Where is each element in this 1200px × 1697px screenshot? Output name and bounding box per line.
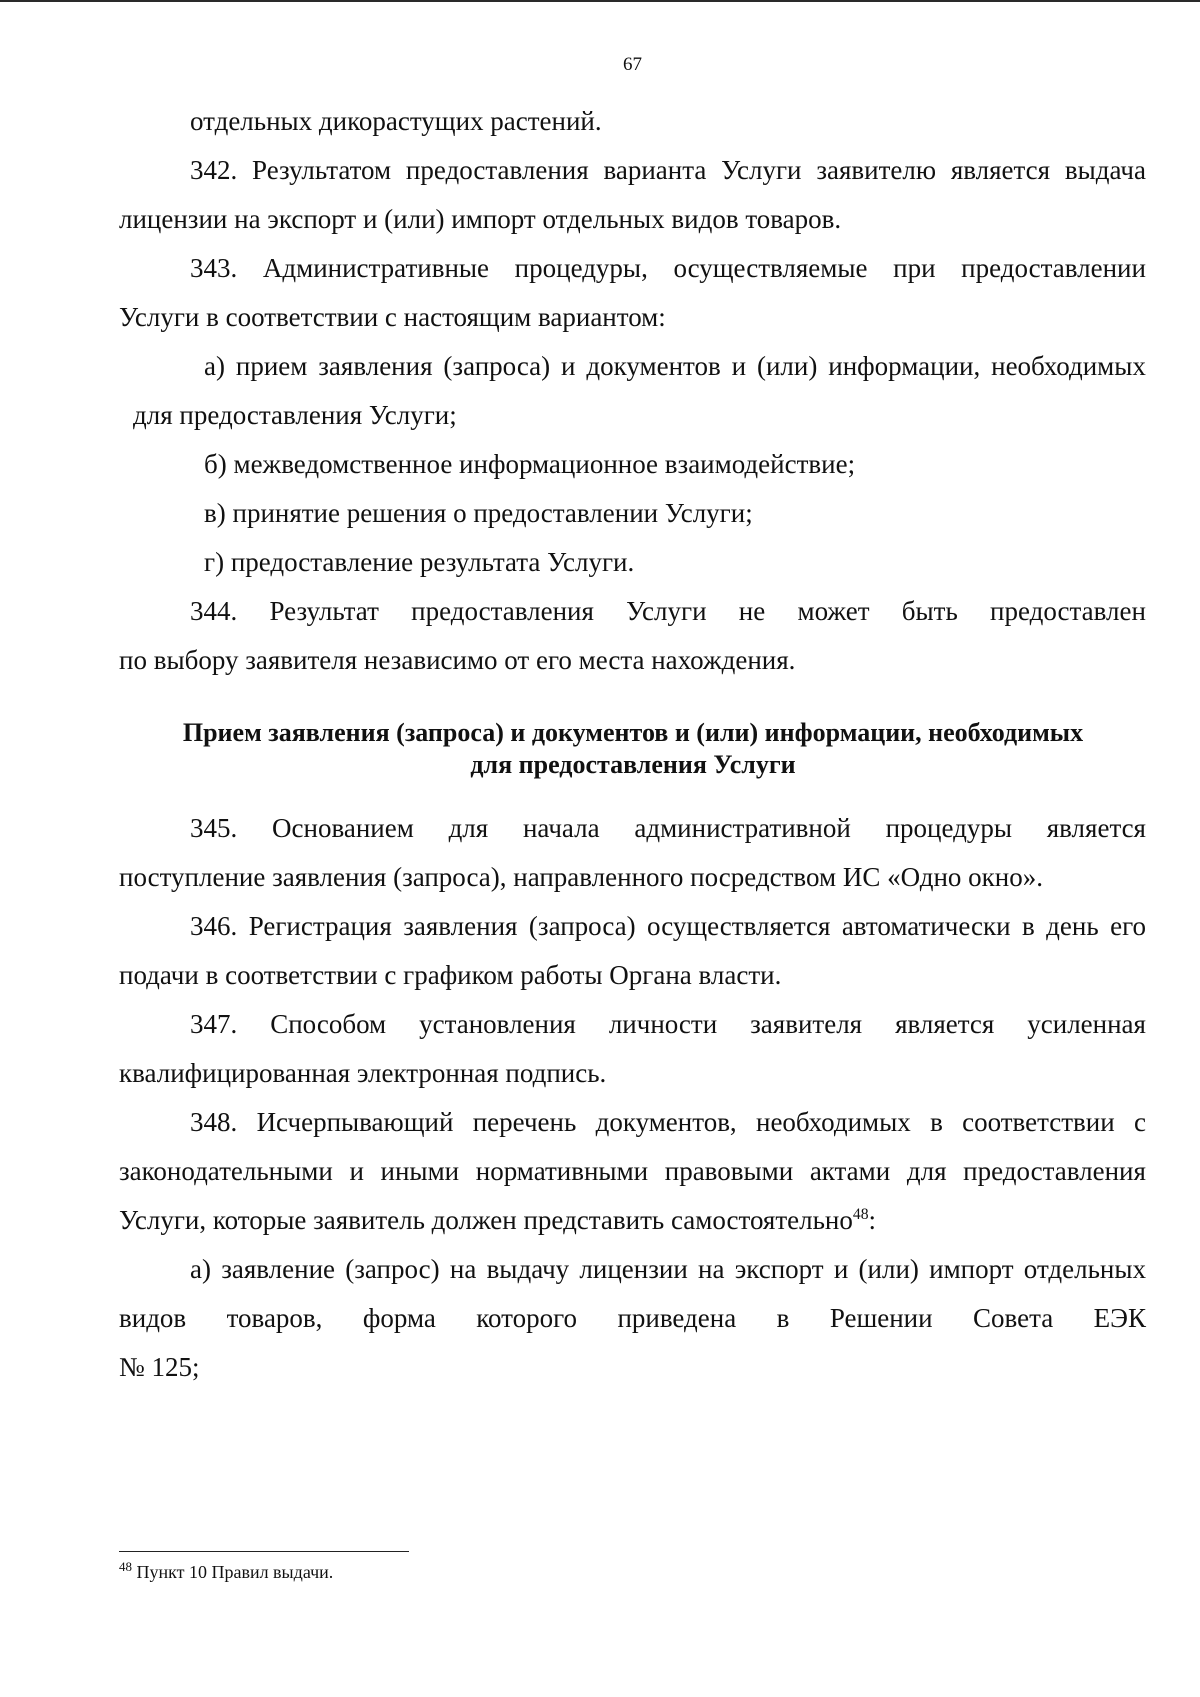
word: импорт (929, 1254, 1014, 1284)
word: заявление (221, 1254, 336, 1284)
text-line: б) межведомственное информационное взаимодействие; (204, 449, 856, 479)
footnote-reference: 48 (852, 1206, 869, 1223)
text-line (190, 595, 1146, 627)
word: ЕЭК (1093, 1303, 1146, 1333)
page-top-edge (0, 0, 1200, 2)
paragraph-number: 345. (190, 813, 238, 843)
word: автоматически (841, 911, 1011, 941)
text-fragment: Услуги, которые заявитель должен представить самостоятельно (119, 1205, 853, 1235)
text-line (119, 1204, 876, 1236)
text-line: для предоставления Услуги; (133, 400, 457, 430)
text-line: отдельных дикорастущих растений. (190, 106, 602, 136)
word: процедуры (885, 813, 1012, 843)
text-line: в) принятие решения о предоставлении Услуги; (204, 498, 753, 528)
word: информации, (828, 351, 981, 381)
text-line (190, 910, 1146, 942)
footnote-separator (119, 1551, 409, 1552)
word: является (1046, 813, 1146, 843)
word: и (561, 351, 576, 381)
footnote-text: Пункт 10 Правил выдачи. (131, 1562, 334, 1582)
word: отдельных (1023, 1254, 1146, 1284)
word: Решении (829, 1303, 933, 1333)
word: Регистрация (248, 911, 392, 941)
word: предоставлении (961, 253, 1146, 283)
word: товаров, (226, 1303, 323, 1333)
word: административной (634, 813, 851, 843)
word: а) (204, 351, 225, 381)
word: Результатом (252, 155, 392, 185)
word: заявителю (816, 155, 937, 185)
word: законодательными (119, 1156, 333, 1186)
word: осуществляемые (673, 253, 868, 283)
word: документов, (595, 1107, 737, 1137)
word: правовыми (664, 1156, 794, 1186)
word: предоставления (411, 596, 594, 626)
text-line (190, 154, 1146, 186)
word: установления (419, 1009, 576, 1039)
word: соответствии (962, 1107, 1115, 1137)
word: предоставлен (990, 596, 1146, 626)
word: с (1134, 1107, 1146, 1137)
word: (или) (756, 351, 818, 381)
word: является (950, 155, 1051, 185)
word: а) (190, 1254, 211, 1284)
section-heading-line: для предоставления Услуги (470, 750, 796, 779)
text-fragment: : (868, 1205, 877, 1235)
word: приведена (617, 1303, 737, 1333)
word: перечень (472, 1107, 577, 1137)
word: Услуги (626, 596, 707, 626)
word: выдача (1064, 155, 1146, 185)
word: видов (119, 1303, 187, 1333)
word: заявления (403, 911, 518, 941)
word: Основанием (272, 813, 414, 843)
word: экспорт (734, 1254, 824, 1284)
text-line: подачи в соответствии с графиком работы Органа власти. (119, 960, 782, 990)
word: документов (586, 351, 721, 381)
text-line: г) предоставление результата Услуги. (204, 547, 635, 577)
text-line (119, 1302, 1146, 1334)
word: лицензии (579, 1254, 688, 1284)
word: Совета (973, 1303, 1054, 1333)
text-line (119, 1155, 1146, 1187)
word: в (1021, 911, 1035, 941)
word: в (776, 1303, 790, 1333)
word: и (731, 351, 747, 381)
word: необходимых (991, 351, 1146, 381)
word: варианта (603, 155, 707, 185)
word: процедуры, (514, 253, 648, 283)
word: заявителя (750, 1009, 863, 1039)
text-line: квалифицированная электронная подпись. (119, 1058, 607, 1088)
text-line (190, 1008, 1146, 1040)
word: личности (608, 1009, 718, 1039)
paragraph-number: 348. (190, 1107, 238, 1137)
word: для (448, 813, 489, 843)
section-heading-line: Прием заявления (запроса) и документов и (или) информации, необходимых (182, 718, 1084, 747)
word: Способом (270, 1009, 387, 1039)
word: (запроса) (528, 911, 636, 941)
paragraph-number: 344. (190, 596, 238, 626)
text-line: лицензии на экспорт и (или) импорт отдельных видов товаров. (119, 204, 842, 234)
paragraph-number: 342. (190, 155, 238, 185)
word: на (449, 1254, 477, 1284)
section-heading (120, 717, 1146, 781)
word: Исчерпывающий (256, 1107, 454, 1137)
footnote (119, 1560, 333, 1584)
word: при (893, 253, 936, 283)
text-line: поступление заявления (запроса), направленного посредством ИС «Одно окно». (119, 862, 1043, 892)
text-line (190, 812, 1146, 844)
paragraph-number: 343. (190, 253, 238, 283)
text-line (204, 350, 1146, 382)
word: его (1110, 911, 1146, 941)
word: для (906, 1156, 947, 1186)
word: прием (235, 351, 308, 381)
word: (или) (858, 1254, 919, 1284)
word: (запроса) (443, 351, 551, 381)
word: заявления (318, 351, 433, 381)
word: осуществляется (647, 911, 831, 941)
word: является (895, 1009, 995, 1039)
word: Административные (262, 253, 490, 283)
word: необходимых (756, 1107, 911, 1137)
word: Услуги (721, 155, 802, 185)
word: и (349, 1156, 364, 1186)
text-line (190, 1106, 1146, 1138)
text-line (190, 1253, 1146, 1285)
word: форма (362, 1303, 436, 1333)
text-line: № 125; (119, 1352, 200, 1382)
word: иными (380, 1156, 460, 1186)
word: день (1046, 911, 1099, 941)
word: предоставления (963, 1156, 1146, 1186)
word: начала (522, 813, 600, 843)
word: на (698, 1254, 725, 1284)
word: (запрос) (345, 1254, 440, 1284)
paragraph-number: 347. (190, 1009, 238, 1039)
page-number: 67 (623, 54, 642, 75)
word: нормативными (475, 1156, 649, 1186)
text-line: Услуги в соответствии с настоящим вариантом: (119, 302, 666, 332)
word: усиленная (1027, 1009, 1146, 1039)
word: актами (809, 1156, 891, 1186)
word: быть (901, 596, 958, 626)
text-line (190, 252, 1146, 284)
word: предоставления (405, 155, 589, 185)
word: может (797, 596, 870, 626)
paragraph-number: 346. (190, 911, 238, 941)
footnote-mark: 48 (119, 1559, 132, 1574)
word: не (738, 596, 766, 626)
word: в (930, 1107, 943, 1137)
word: выдачу (486, 1254, 570, 1284)
word: Результат (269, 596, 379, 626)
text-line: по выбору заявителя независимо от его места нахождения. (119, 645, 796, 675)
word: которого (476, 1303, 578, 1333)
word: и (833, 1254, 849, 1284)
